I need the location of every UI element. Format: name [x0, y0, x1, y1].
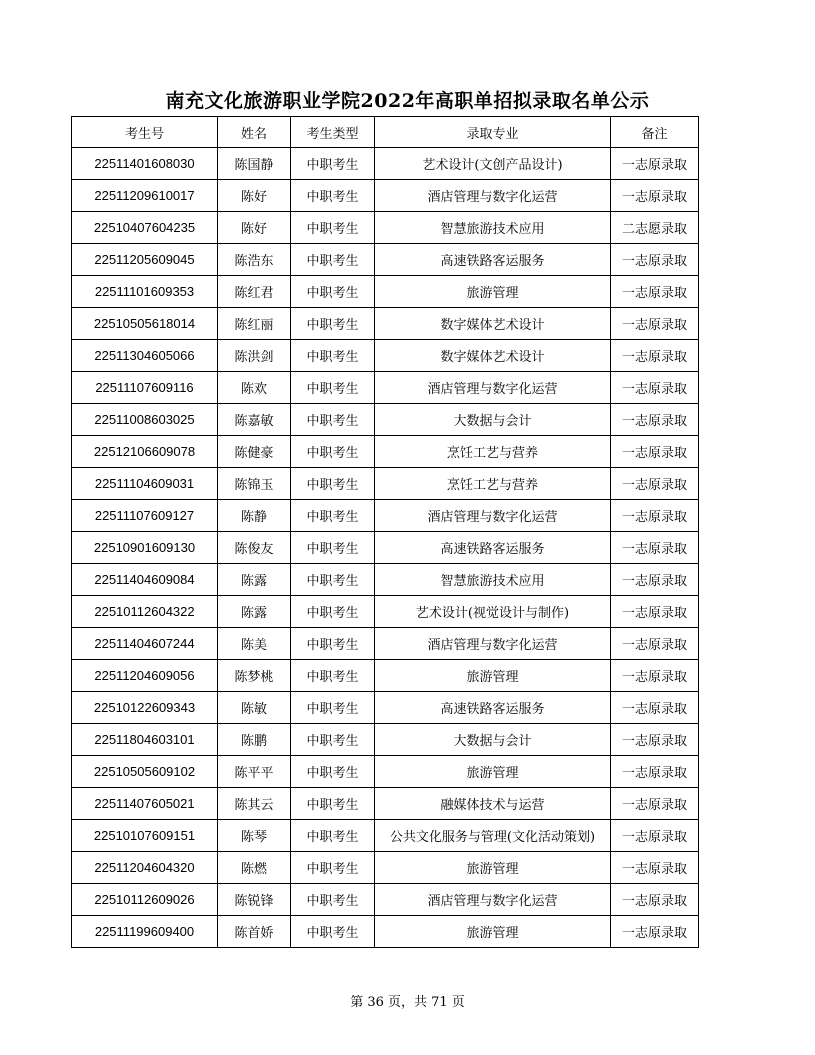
- cell-exam-id: 22511101609353: [72, 276, 218, 308]
- page-title: 南充文化旅游职业学院2022年高职单招拟录取名单公示: [165, 90, 650, 112]
- table-row: [72, 244, 699, 276]
- cell-exam-id: 22511107609127: [72, 500, 218, 532]
- cell-remark: 一志原录取: [611, 660, 699, 692]
- cell-exam-id: 22511404609084: [72, 564, 218, 596]
- cell-exam-id: 22510112609026: [72, 884, 218, 916]
- cell-remark: 一志原录取: [611, 564, 699, 596]
- cell-remark: 一志原录取: [611, 916, 699, 948]
- cell-name: 陈露: [218, 596, 291, 628]
- cell-exam-id: 22511804603101: [72, 724, 218, 756]
- column-header-name: 姓名: [218, 117, 291, 148]
- cell-name: 陈静: [218, 500, 291, 532]
- cell-candidate-type: 中职考生: [291, 372, 375, 404]
- cell-major: 旅游管理: [375, 756, 611, 788]
- table-row: [72, 628, 699, 660]
- cell-name: 陈好: [218, 180, 291, 212]
- cell-major: 旅游管理: [375, 276, 611, 308]
- cell-exam-id: 22511107609116: [72, 372, 218, 404]
- cell-candidate-type: 中职考生: [291, 596, 375, 628]
- cell-major: 酒店管理与数字化运营: [375, 500, 611, 532]
- table-row: [72, 404, 699, 436]
- cell-name: 陈嘉敏: [218, 404, 291, 436]
- cell-remark: 一志原录取: [611, 308, 699, 340]
- cell-exam-id: 22511008603025: [72, 404, 218, 436]
- cell-exam-id: 22511199609400: [72, 916, 218, 948]
- table-row: [72, 436, 699, 468]
- cell-candidate-type: 中职考生: [291, 148, 375, 180]
- cell-candidate-type: 中职考生: [291, 276, 375, 308]
- cell-candidate-type: 中职考生: [291, 468, 375, 500]
- cell-candidate-type: 中职考生: [291, 724, 375, 756]
- cell-remark: 一志原录取: [611, 532, 699, 564]
- table-row: [72, 564, 699, 596]
- cell-name: 陈国静: [218, 148, 291, 180]
- cell-exam-id: 22510407604235: [72, 212, 218, 244]
- cell-remark: 一志原录取: [611, 500, 699, 532]
- cell-name: 陈琴: [218, 820, 291, 852]
- cell-candidate-type: 中职考生: [291, 308, 375, 340]
- cell-candidate-type: 中职考生: [291, 660, 375, 692]
- cell-candidate-type: 中职考生: [291, 244, 375, 276]
- table-row: [72, 916, 699, 948]
- cell-remark: 一志原录取: [611, 788, 699, 820]
- cell-exam-id: 22510122609343: [72, 692, 218, 724]
- table-row: [72, 692, 699, 724]
- cell-name: 陈燃: [218, 852, 291, 884]
- cell-remark: 一志原录取: [611, 276, 699, 308]
- table-row: [72, 788, 699, 820]
- cell-candidate-type: 中职考生: [291, 500, 375, 532]
- cell-remark: 一志原录取: [611, 820, 699, 852]
- cell-candidate-type: 中职考生: [291, 916, 375, 948]
- cell-name: 陈其云: [218, 788, 291, 820]
- cell-remark: 一志原录取: [611, 180, 699, 212]
- cell-major: 艺术设计(视觉设计与制作): [375, 596, 611, 628]
- cell-candidate-type: 中职考生: [291, 692, 375, 724]
- cell-name: 陈露: [218, 564, 291, 596]
- cell-name: 陈浩东: [218, 244, 291, 276]
- cell-candidate-type: 中职考生: [291, 340, 375, 372]
- cell-exam-id: 22511304605066: [72, 340, 218, 372]
- cell-remark: 一志原录取: [611, 340, 699, 372]
- cell-exam-id: 22512106609078: [72, 436, 218, 468]
- cell-name: 陈欢: [218, 372, 291, 404]
- cell-major: 旅游管理: [375, 916, 611, 948]
- cell-exam-id: 22511204604320: [72, 852, 218, 884]
- cell-exam-id: 22510107609151: [72, 820, 218, 852]
- cell-name: 陈平平: [218, 756, 291, 788]
- cell-major: 烹饪工艺与营养: [375, 436, 611, 468]
- cell-candidate-type: 中职考生: [291, 788, 375, 820]
- cell-name: 陈健豪: [218, 436, 291, 468]
- column-header-candidate-type: 考生类型: [291, 117, 375, 148]
- cell-name: 陈鹏: [218, 724, 291, 756]
- cell-major: 酒店管理与数字化运营: [375, 628, 611, 660]
- cell-major: 艺术设计(文创产品设计): [375, 148, 611, 180]
- column-header-remark: 备注: [611, 117, 699, 148]
- cell-exam-id: 22511401608030: [72, 148, 218, 180]
- cell-name: 陈梦桃: [218, 660, 291, 692]
- table-row: [72, 308, 699, 340]
- cell-candidate-type: 中职考生: [291, 212, 375, 244]
- cell-candidate-type: 中职考生: [291, 404, 375, 436]
- cell-name: 陈好: [218, 212, 291, 244]
- cell-remark: 一志原录取: [611, 404, 699, 436]
- cell-candidate-type: 中职考生: [291, 884, 375, 916]
- cell-major: 融媒体技术与运营: [375, 788, 611, 820]
- column-header-exam-id: 考生号: [72, 117, 218, 148]
- cell-remark: 一志原录取: [611, 884, 699, 916]
- cell-exam-id: 22511407605021: [72, 788, 218, 820]
- cell-name: 陈锐锋: [218, 884, 291, 916]
- cell-major: 酒店管理与数字化运营: [375, 180, 611, 212]
- cell-name: 陈洪剑: [218, 340, 291, 372]
- table-row: [72, 532, 699, 564]
- cell-major: 公共文化服务与管理(文化活动策划): [375, 820, 611, 852]
- cell-remark: 一志原录取: [611, 724, 699, 756]
- cell-name: 陈红君: [218, 276, 291, 308]
- table-row: [72, 660, 699, 692]
- cell-remark: 一志原录取: [611, 596, 699, 628]
- cell-remark: 一志原录取: [611, 436, 699, 468]
- table-row: [72, 756, 699, 788]
- cell-remark: 一志原录取: [611, 244, 699, 276]
- table-row: [72, 340, 699, 372]
- table-row: [72, 468, 699, 500]
- cell-remark: 二志愿录取: [611, 212, 699, 244]
- cell-name: 陈锦玉: [218, 468, 291, 500]
- table-row: [72, 884, 699, 916]
- cell-exam-id: 22511404607244: [72, 628, 218, 660]
- cell-remark: 一志原录取: [611, 628, 699, 660]
- cell-major: 大数据与会计: [375, 724, 611, 756]
- cell-name: 陈首娇: [218, 916, 291, 948]
- table-row: [72, 372, 699, 404]
- admission-table: [71, 116, 699, 948]
- cell-exam-id: 22510505609102: [72, 756, 218, 788]
- cell-remark: 一志原录取: [611, 468, 699, 500]
- table-row: [72, 724, 699, 756]
- cell-candidate-type: 中职考生: [291, 532, 375, 564]
- cell-candidate-type: 中职考生: [291, 852, 375, 884]
- cell-major: 数字媒体艺术设计: [375, 340, 611, 372]
- cell-remark: 一志原录取: [611, 692, 699, 724]
- cell-remark: 一志原录取: [611, 852, 699, 884]
- cell-name: 陈俊友: [218, 532, 291, 564]
- table-row: [72, 500, 699, 532]
- cell-candidate-type: 中职考生: [291, 180, 375, 212]
- table-row: [72, 180, 699, 212]
- cell-major: 旅游管理: [375, 660, 611, 692]
- cell-exam-id: 22511209610017: [72, 180, 218, 212]
- cell-major: 智慧旅游技术应用: [375, 564, 611, 596]
- cell-exam-id: 22510901609130: [72, 532, 218, 564]
- table-body: [72, 148, 699, 948]
- cell-major: 酒店管理与数字化运营: [375, 372, 611, 404]
- cell-candidate-type: 中职考生: [291, 436, 375, 468]
- table-row: [72, 820, 699, 852]
- cell-name: 陈敏: [218, 692, 291, 724]
- cell-major: 数字媒体艺术设计: [375, 308, 611, 340]
- cell-candidate-type: 中职考生: [291, 564, 375, 596]
- cell-exam-id: 22510505618014: [72, 308, 218, 340]
- page-footer: 第 36 页，共 71 页: [350, 995, 465, 1010]
- cell-candidate-type: 中职考生: [291, 756, 375, 788]
- cell-name: 陈红丽: [218, 308, 291, 340]
- cell-remark: 一志原录取: [611, 148, 699, 180]
- cell-major: 旅游管理: [375, 852, 611, 884]
- cell-exam-id: 22510112604322: [72, 596, 218, 628]
- cell-remark: 一志原录取: [611, 756, 699, 788]
- table-header-row: [72, 117, 699, 148]
- table-row: [72, 276, 699, 308]
- cell-major: 酒店管理与数字化运营: [375, 884, 611, 916]
- cell-candidate-type: 中职考生: [291, 628, 375, 660]
- cell-exam-id: 22511104609031: [72, 468, 218, 500]
- column-header-major: 录取专业: [375, 117, 611, 148]
- cell-candidate-type: 中职考生: [291, 820, 375, 852]
- table-row: [72, 596, 699, 628]
- cell-exam-id: 22511205609045: [72, 244, 218, 276]
- cell-major: 烹饪工艺与营养: [375, 468, 611, 500]
- table-row: [72, 852, 699, 884]
- cell-major: 大数据与会计: [375, 404, 611, 436]
- cell-remark: 一志原录取: [611, 372, 699, 404]
- table-row: [72, 148, 699, 180]
- table-row: [72, 212, 699, 244]
- cell-major: 高速铁路客运服务: [375, 244, 611, 276]
- cell-major: 高速铁路客运服务: [375, 692, 611, 724]
- cell-exam-id: 22511204609056: [72, 660, 218, 692]
- cell-name: 陈美: [218, 628, 291, 660]
- cell-major: 智慧旅游技术应用: [375, 212, 611, 244]
- cell-major: 高速铁路客运服务: [375, 532, 611, 564]
